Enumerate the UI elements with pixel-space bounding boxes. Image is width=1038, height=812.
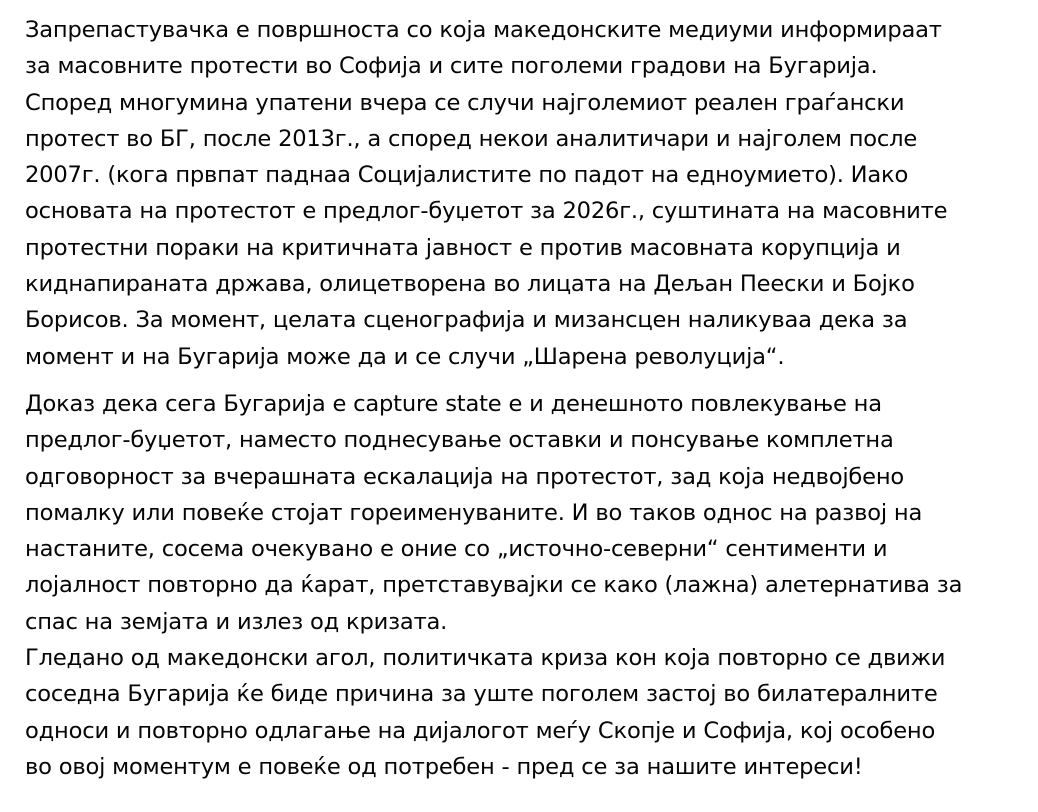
text-line: за масовните протести во Софија и сите поголеми градови на Бугарија. [25, 53, 878, 80]
text-line: помалку или повеќе стојат гореименуваните. И во таков однос на развој на [25, 499, 923, 526]
paragraph-gap [25, 375, 1020, 386]
text-line: Според многумина упатени вчера се случи најголемиот реален граѓански [25, 89, 905, 116]
text-line: Гледано од македонски агол, политичката криза кон која повторно се движи [25, 645, 946, 672]
text-line: соседна Бугарија ќе биде причина за уште поголем застој во билатералните [25, 681, 938, 708]
text-line: лојалност повторно да ќарат, претставувајки се како (лажна) алетернатива за [25, 572, 963, 599]
text-line: основата на протестот е предлог-буџетот за 2026г., суштината на масовните [25, 198, 948, 225]
paragraph-2 [25, 386, 1020, 785]
text-line: Запрепастувачка е површноста со која македонските медиуми информираат [25, 17, 942, 43]
text-line: одговорност за вчерашната ескалација на протестот, зад која недвојбено [25, 463, 905, 490]
text-line: односи и повторно одлагање на дијалогот меѓу Скопје и Софија, кој особено [25, 717, 936, 744]
text-line: Доказ дека сега Бугарија е capture state е и денешното повлекување на [25, 390, 882, 417]
text-line: 2007г. (кога првпат паднаа Социјалистите по падот на едноумието). Иако [25, 162, 909, 189]
paragraph-1 [25, 12, 1020, 375]
text-line: протест во БГ, после 2013г., а според некои аналитичари и најголем после [25, 125, 918, 152]
text-line: Борисов. За момент, целата сценографија и мизансцен наликуваа дека за [25, 307, 908, 334]
text-line: момент и на Бугарија може да и се случи „Шарена револуција“. [25, 343, 785, 370]
text-line: протестни пораки на критичната јавност е против масовната корупција и [25, 234, 901, 261]
post-body-text [25, 12, 1020, 785]
text-line: во овој моментум е повеќе од потребен - пред се за нашите интереси! [25, 753, 863, 780]
text-line: спас на земјата и излез од кризата. [25, 608, 448, 635]
text-line: настаните, сосема очекувано е оние со „источно-северни“ сентименти и [25, 536, 888, 563]
text-line: предлог-буџетот, наместо поднесување оставки и понсување комплетна [25, 427, 894, 454]
text-line: киднапиранaта држава, олицетворена во лицата на Дељан Пеески и Бојко [25, 271, 915, 298]
